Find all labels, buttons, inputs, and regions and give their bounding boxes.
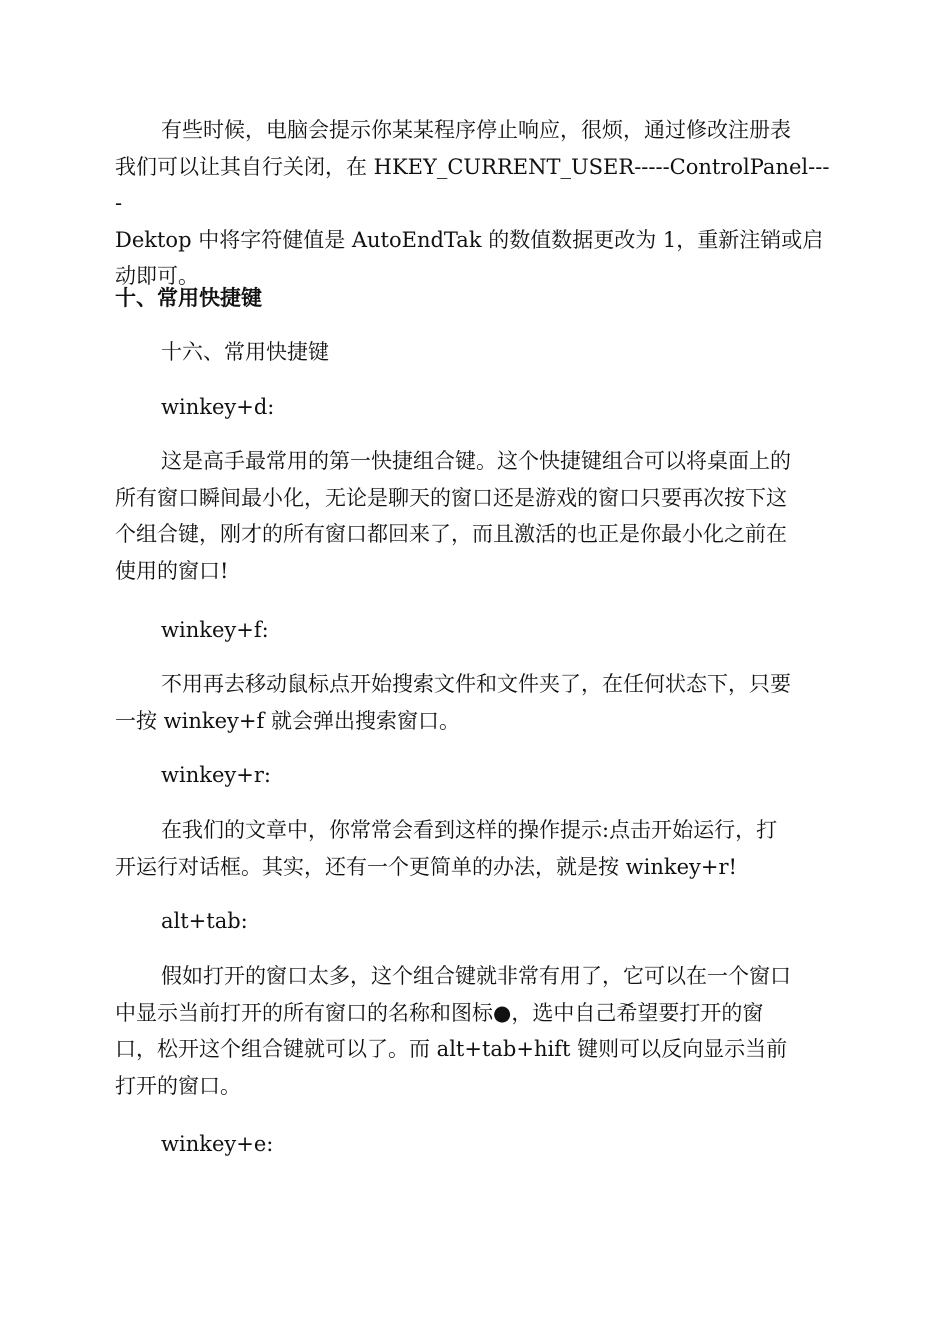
shortcut-label-winkey-e: winkey+e: — [161, 1132, 274, 1156]
shortcut-label-winkey-d: winkey+d: — [161, 395, 275, 419]
subsection-heading: 十六、常用快捷键 — [161, 340, 329, 364]
paragraph-winkey-r: 在我们的文章中，你常常会看到这样的操作提示:点击开始运行，打 开运行对话框。其实，还有一个更简单的办法，就是按 winkey+r! — [115, 818, 778, 879]
paragraph-registry-tip: 有些时候，电脑会提示你某某程序停止响应，很烦，通过修改注册表 我们可以让其自行关闭，在 HKEY_CURRENT_USER-----ControlPanel---- Dektop 中将字符健值是 AutoEndTak 的数值数据更改为 1，重新注销或启 动即可。 — [115, 118, 830, 288]
paragraph-winkey-d: 这是高手最常用的第一快捷组合键。这个快捷键组合可以将桌面上的 所有窗口瞬间最小化，无论是聊天的窗口还是游戏的窗口只要再次按下这 个组合键，刚才的所有窗口都回来了，而且激活的也正是你最小化之前在 使用的窗口! — [115, 449, 791, 583]
paragraph-winkey-f: 不用再去移动鼠标点开始搜索文件和文件夹了，在任何状态下，只要 一按 winkey+f 就会弹出搜索窗口。 — [115, 672, 791, 733]
shortcut-label-winkey-r: winkey+r: — [161, 763, 271, 787]
shortcut-label-alt-tab: alt+tab: — [161, 909, 248, 933]
section-heading: 十、常用快捷键 — [115, 286, 262, 310]
paragraph-alt-tab: 假如打开的窗口太多，这个组合键就非常有用了，它可以在一个窗口 中显示当前打开的所有窗口的名称和图标●，选中自己希望要打开的窗 口，松开这个组合键就可以了。而 alt+tab+hift 键则可以反向显示当前 打开的窗口。 — [115, 964, 791, 1098]
shortcut-label-winkey-f: winkey+f: — [161, 618, 269, 642]
